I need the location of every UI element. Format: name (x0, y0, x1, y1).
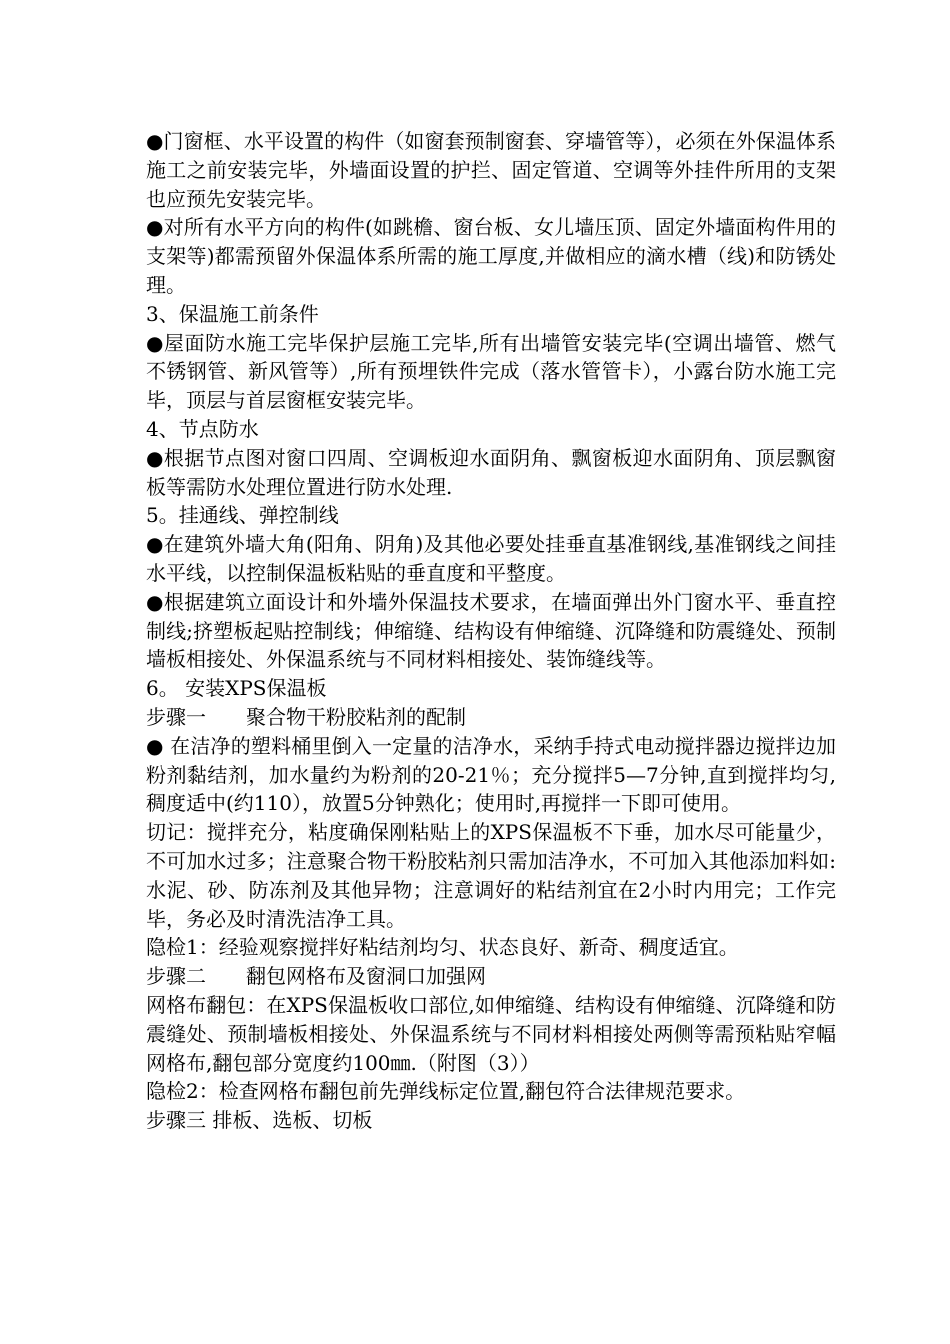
paragraph-4: ●根据节点图对窗口四周、空调板迎水面阴角、飘窗板迎水面阴角、顶层飘窗板等需防水处理位置进行防水处理. (146, 445, 836, 499)
paragraph-8: 网格布翻包：在XPS保温板收口部位,如伸缩缝、结构设有伸缩缝、沉降缝和防震缝处、预制墙板相接处、外保温系统与不同材料相接处两侧等需预粘贴窄幅网格布,翻包部分宽度约100㎜.（附图（3）） (146, 992, 836, 1075)
step-2-heading: 步骤二 翻包网格布及窗洞口加强网 (146, 964, 486, 989)
paragraph-1: ●门窗框、水平设置的构件（如窗套预制窗套、穿墙管等），必须在外保温体系施工之前安装完毕，外墙面设置的护拦、固定管道、空调等外挂件所用的支架也应预先安装完毕。 (146, 129, 836, 211)
inspection-1: 隐检1：经验观察搅拌好粘结剂均匀、状态良好、新奇、稠度适宜。 (146, 935, 739, 960)
step-3-heading: 步骤三 排板、选板、切板 (146, 1108, 373, 1133)
document-body (146, 127, 836, 1135)
paragraph-5: ●在建筑外墙大角(阳角、阴角)及其他必要处挂垂直基准钢线,基准钢线之间挂水平线，以控制保温板粘贴的垂直度和平整度。 (146, 532, 836, 585)
paragraph-2: ●对所有水平方向的构件(如跳檐、窗台板、女儿墙压顶、固定外墙面构件用的支架等)都需预留外保温体系所需的施工厚度,并做相应的滴水槽（线)和防锈处理。 (146, 215, 836, 297)
section-heading-4: 4、节点防水 (146, 416, 259, 441)
paragraph-7: ● 在洁净的塑料桶里倒入一定量的洁净水，采纳手持式电动搅拌器边搅拌边加粉剂黏结剂，加水量约为粉剂的20-21％；充分搅拌5—7分钟,直到搅拌均匀,稠度适中(约110），放置5分钟熟化；使用时,再搅拌一下即可使用。 (146, 733, 836, 816)
inspection-2: 隐检2：检查网格布翻包前先弹线标定位置,翻包符合法律规范要求。 (146, 1079, 746, 1104)
section-heading-3: 3、保温施工前条件 (146, 301, 319, 326)
section-heading-5: 5。挂通线、弹控制线 (146, 503, 339, 528)
section-heading-6: 6。 安装XPS保温板 (146, 676, 327, 701)
paragraph-3: ●屋面防水施工完毕保护层施工完毕,所有出墙管安装完毕(空调出墙管、燃气不锈钢管、新风管等）,所有预埋铁件完成（落水管管卡），小露台防水施工完毕，顶层与首层窗框安装完毕。 (146, 330, 836, 413)
caution-note: 切记：搅拌充分，粘度确保刚粘贴上的XPS保温板不下垂，加水尽可能量少，不可加水过多；注意聚合物干粉胶粘剂只需加洁净水，不可加入其他添加料如:水泥、砂、防冻剂及其他异物；注意调好的粘结剂宜在2小时内用完；工作完毕，务必及时清洗洁净工具。 (146, 820, 836, 931)
step-1-heading: 步骤一 聚合物干粉胶粘剂的配制 (146, 704, 466, 729)
paragraph-6: ●根据建筑立面设计和外墙外保温技术要求，在墙面弹出外门窗水平、垂直控制线;挤塑板起贴控制线；伸缩缝、结构设有伸缩缝、沉降缝和防震缝处、预制墙板相接处、外保温系统与不同材料相接处、装饰缝线等。 (146, 589, 836, 672)
